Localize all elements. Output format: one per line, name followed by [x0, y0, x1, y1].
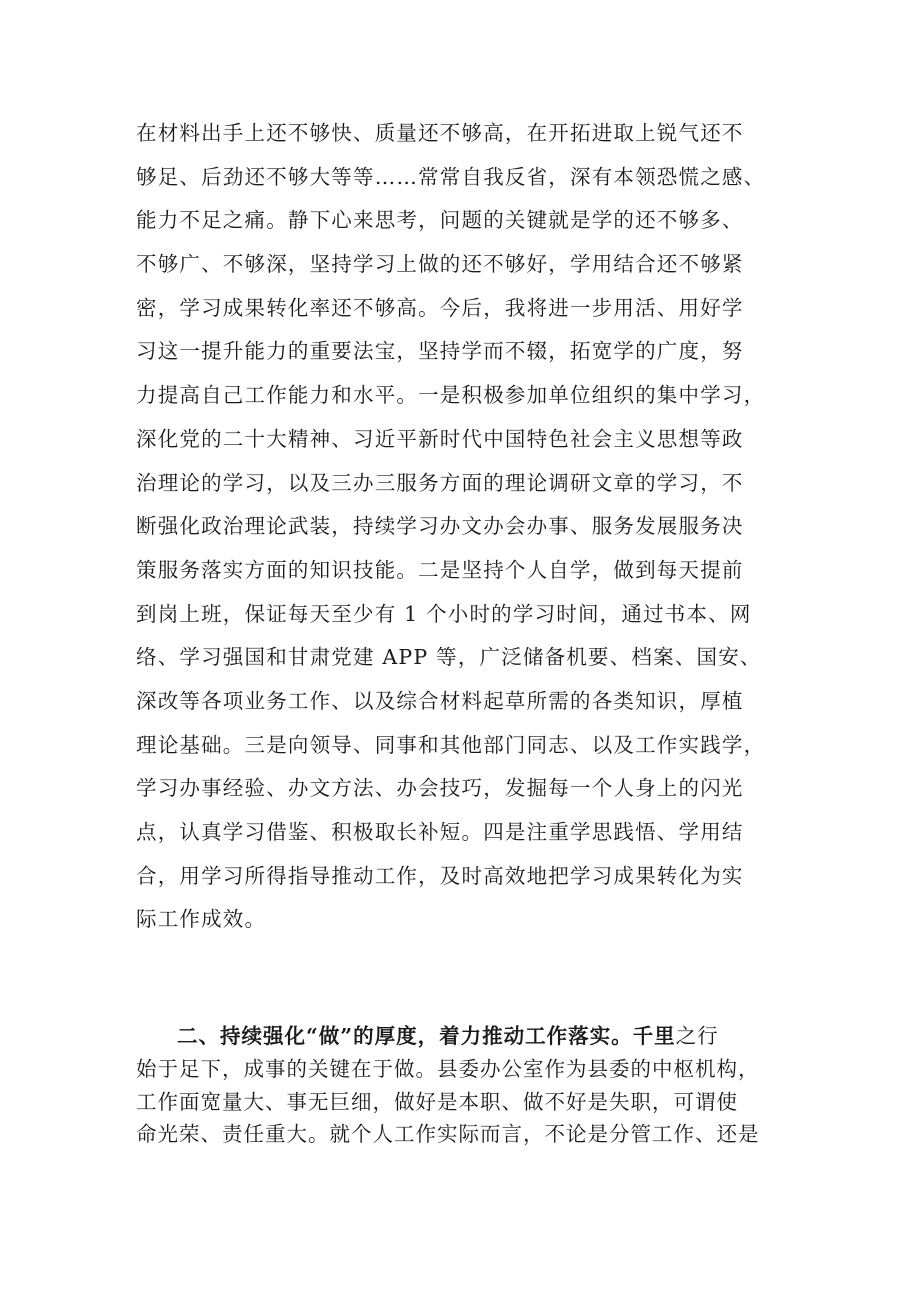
paragraph-line: 络、学习强国和甘肃党建 APP 等，广泛储备机要、档案、国安、 — [136, 645, 762, 670]
paragraph-line: 力提高自己工作能力和水平。一是积极参加单位组织的集中学习， — [136, 383, 766, 408]
paragraph-line: 点，认真学习借鉴、积极取长补短。四是注重学思践悟、学用结 — [136, 820, 744, 844]
heading-continuation: 之行 — [675, 1024, 719, 1048]
paragraph-line: 深改等各项业务工作、以及综合材料起草所需的各类知识，厚植 — [136, 688, 744, 713]
paragraph-line: 命光荣、责任重大。就个人工作实际而言，不论是分管工作、还是 — [136, 1122, 760, 1147]
paragraph-line: 够足、后劲还不够大等等……常常自我反省，深有本领恐慌之感、 — [136, 164, 766, 189]
paragraph-line: 策服务落实方面的知识技能。二是坚持个人自学，做到每天提前 — [136, 557, 744, 582]
paragraph-first-line — [136, 1020, 804, 1053]
paragraph-line: 合，用学习所得指导推动工作，及时高效地把学习成果转化为实 — [136, 863, 744, 888]
paragraph-line: 学习办事经验、办文方法、办会技巧，发掘每一个人身上的闪光 — [136, 776, 744, 801]
paragraph-line: 深化党的二十大精神、习近平新时代中国特色社会主义思想等政 — [136, 426, 744, 451]
paragraph-line: 不够广、不够深，坚持学习上做的还不够好，学用结合还不够紧 — [136, 252, 744, 277]
paragraph-line: 治理论的学习，以及三办三服务方面的理论调研文章的学习，不 — [136, 470, 744, 495]
paragraph-line: 工作面宽量大、事无巨细，做好是本职、做不好是失职，可谓使 — [136, 1089, 738, 1114]
paragraph-line: 密，学习成果转化率还不够高。今后，我将进一步用活、用好学 — [136, 295, 744, 320]
paragraph-line: 到岗上班，保证每天至少有 1 个小时的学习时间，通过书本、网 — [136, 601, 752, 626]
paragraph-line: 在材料出手上还不够快、质量还不够高，在开拓进取上锐气还不 — [136, 121, 744, 145]
section-heading: 二、持续强化“做”的厚度，着力推动工作落实。千里 — [177, 1024, 676, 1048]
paragraph-line: 际工作成效。 — [136, 907, 267, 932]
body-paragraph-one — [136, 112, 804, 942]
paragraph-line: 断强化政治理论武装，持续学习办文办会办事、服务发展服务决 — [136, 514, 744, 539]
body-paragraph-two — [136, 1020, 804, 1151]
paragraph-line: 理论基础。三是向领导、同事和其他部门同志、以及工作实践学， — [136, 732, 766, 757]
paragraph-line: 能力不足之痛。静下心来思考，问题的关键就是学的还不够多、 — [136, 208, 744, 233]
paragraph-line: 习这一提升能力的重要法宝，坚持学而不辍，拓宽学的广度，努 — [136, 339, 744, 364]
paragraph-line: 始于足下，成事的关键在于做。县委办公室作为县委的中枢机构， — [136, 1056, 760, 1081]
